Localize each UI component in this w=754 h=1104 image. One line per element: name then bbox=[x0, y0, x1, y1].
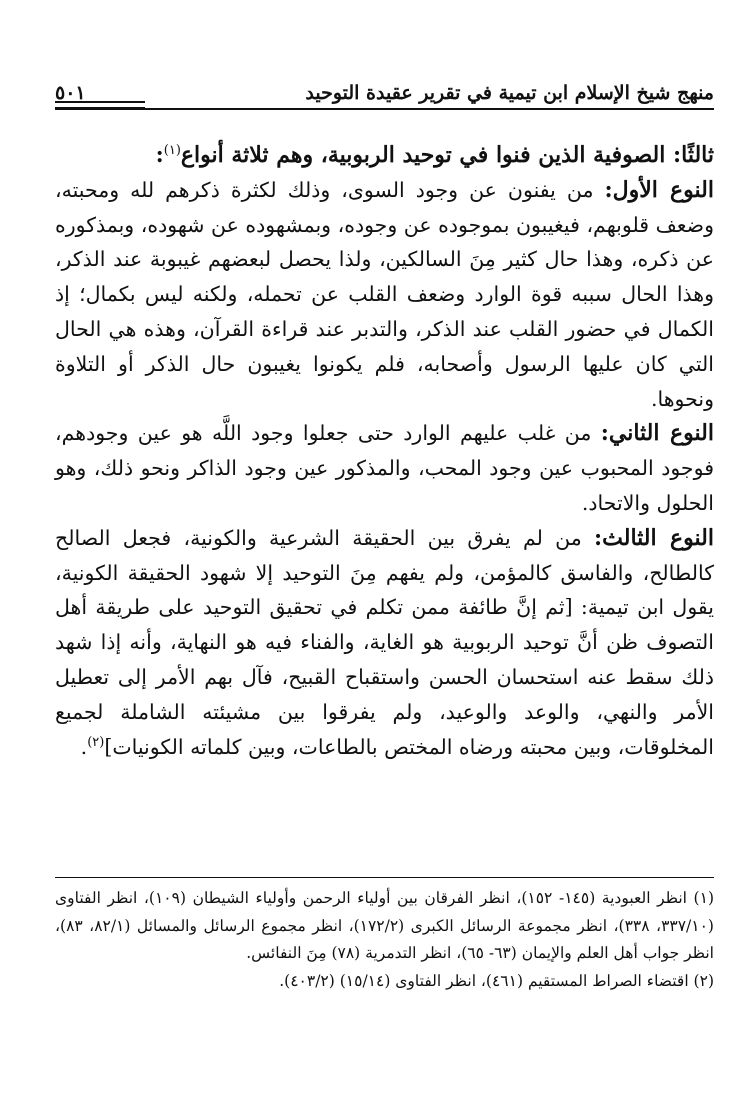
type-three-text: من لم يفرق بين الحقيقة الشرعية والكونية، فجعل الصالح كالطالح، والفاسق كالمؤمن، ولم يفهم مِنَ التوحيد إلا شهود الحقيقة الكونية، يقول ابن تيمية: [ثم إنَّ طائفة ممن تكلم في تحقيق التوحيد على طريقة أهل التصوف ظن أنَّ توحيد الربوبية هو الغاية، والفناء فيه هو النهاية، وأنه إذا شهد ذلك سقط عنه استحسان الحسن واستقباح القبيح، فآل بهم الأمر إلى تعطيل الأمر والنهي، والوعد والوعيد، ولم يفرقوا بين مشيئته الشاملة لجميع المخلوقات، وبين محبته ورضاه المختص بالطاعات، وبين كلماته الكونيات] bbox=[55, 525, 714, 759]
section-heading bbox=[55, 138, 714, 173]
running-header-title: منهج شيخ الإسلام ابن تيمية في تقرير عقيدة التوحيد bbox=[305, 82, 714, 104]
footnotes bbox=[55, 885, 714, 995]
type-one-text: من يفنون عن وجود السوى، وذلك لكثرة ذكرهم لله ومحبته، وضعف قلوبهم، فيغيبون بموجوده عن وجوده، وبمشهوده عن شهوده، وبمذكوره عن ذكره، وهذا حال كثير مِنَ السالكين، ولذا يحصل لبعضهم غيبوبة عند الذكر، وهذا الحال سببه قوة الوارد وضعف القلب عن تحمله، ولكنه ليس بكمال؛ إذ الكمال في حضور القلب عند الذكر، والتدبر عند قراءة القرآن، وهذه هي الحال التي كان عليها الرسول وأصحابه، فلم يكونوا يغيبون حال الذكر أو التلاوة ونحوها. bbox=[55, 177, 714, 411]
type-two-paragraph bbox=[55, 416, 714, 520]
page-number: ٥٠١ bbox=[55, 82, 86, 104]
page-number-rule bbox=[55, 101, 145, 109]
type-three-end: . bbox=[80, 734, 88, 759]
type-three-paragraph bbox=[55, 521, 714, 765]
type-one-label: النوع الأول: bbox=[604, 176, 714, 203]
footnote-ref-2[interactable]: (٢) bbox=[87, 734, 105, 750]
type-one-paragraph bbox=[55, 173, 714, 417]
section-heading-text: ثالثًا: الصوفية الذين فنوا في توحيد الربوبية، وهم ثلاثة أنواع bbox=[180, 142, 714, 168]
footnote-1: (١) انظر العبودية (١٤٥- ١٥٢)، انظر الفرقان بين أولياء الرحمن وأولياء الشيطان (١٠٩)، انظر الفتاوى (٣٣٧/١٠، ٣٣٨)، انظر مجموعة الرسائل الكبرى (١٧٢/٢)، انظر مجموع الرسائل والمسائل (٨٢/١، ٨٣)، انظر جواب أهل العلم والإيمان (٦٣- ٦٥)، انظر التدمرية (٧٨) مِنَ النفائس. bbox=[55, 889, 714, 962]
footnote-separator bbox=[55, 877, 714, 878]
running-header bbox=[55, 70, 714, 110]
footnote-2: (٢) اقتضاء الصراط المستقيم (٤٦١)، انظر الفتاوى (١٥/١٤) (٤٠٣/٢). bbox=[279, 971, 714, 990]
type-three-label: النوع الثالث: bbox=[594, 524, 714, 551]
type-two-text: من غلب عليهم الوارد حتى جعلوا وجود اللَّه هو عين وجودهم، فوجود المحبوب عين وجود المحب، والمذكور عين وجود الذاكر ونحو ذلك، وهو الحلول والاتحاد. bbox=[55, 421, 714, 515]
main-text bbox=[55, 138, 714, 764]
type-two-label: النوع الثاني: bbox=[600, 420, 714, 447]
footnote-ref-1[interactable]: (١) bbox=[163, 143, 181, 159]
section-heading-end: : bbox=[155, 142, 164, 168]
